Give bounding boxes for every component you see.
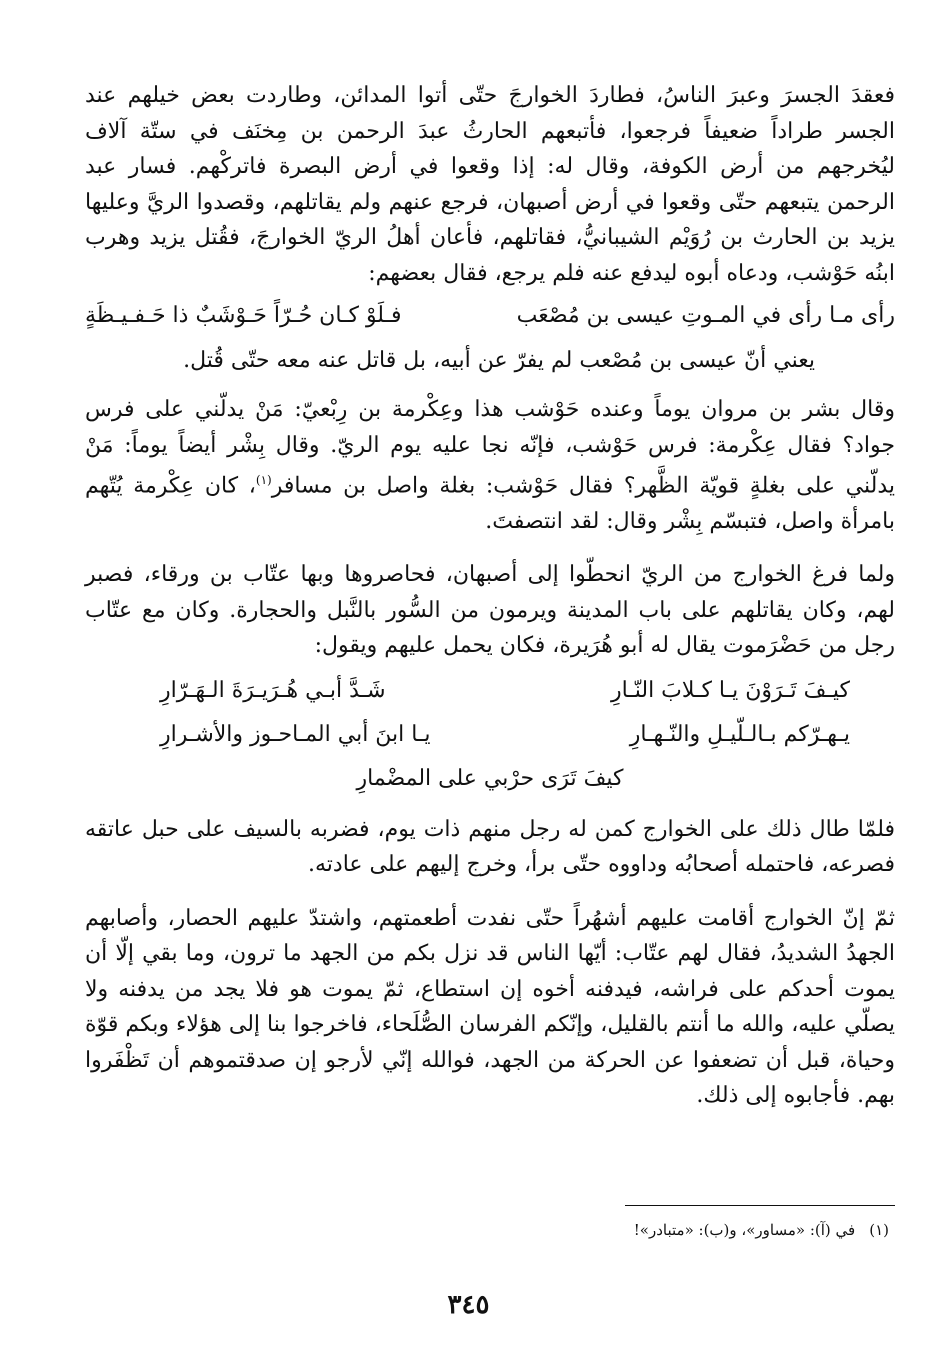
verse-1-explanation: يعني أنّ عيسى بن مُصْعب لم يفرّ عن أبيه، بل قاتل عنه معه حتّى قُتل. [183, 348, 815, 373]
footnote-text: في (آ): «مساور»، و(ب): «متبادر»! [633, 1221, 856, 1239]
paragraph-5: ثمّ إنّ الخوارج أقامت عليهم أشهُراً حتّى نفدت أطعمتهم، واشتدّ عليهم الحصار، وأصابهم الجهدُ الشديدُ، فقال لهم عتّاب: أيّها الناس قد نزل بكم من الجهد ما ترون، وما بقي إلّا أن يموت أحدكم على فراشه، فيدفنه أخوه إن استطاع، ثمّ يموت هو فلا يجد من يدفنه ولا يصلّي عليه، والله ما أنتم بالقليل، وإنّكم الفرسان الصُّلَحاء، فاخرجوا بنا إلى هؤلاء وبكم قوّة وحياة، قبل أن تضعفوا عن الحركة من الجهد، فوالله إنّي لأرجو إن صدقتموهم أن تَظْفَروا بهم. فأجابوه إلى ذلك. [85, 905, 895, 1109]
poem-line-1-second-hemistich: شَـدَّ أبـي هُـرَيـرَةَ الـهَـرّارِ [160, 677, 386, 703]
footnote [634, 1219, 889, 1241]
poem-line-3: كيفَ تَرَى حرْبي على المضْمارِ [356, 765, 624, 791]
page-body [85, 78, 895, 1114]
paragraph-1: فعقدَ الجسرَ وعبرَ الناسُ، فطاردَ الخوارجَ حتّى أتوا المدائن، وطاردت بعض خيلهم عند الجسر طراداً ضعيفاً فرجعوا، فأتبعهم الحارثُ عبدَ الرحمن بن مِخنَف في ستّة آلاف ليُخرجهم من أرض الكوفة، وقال له: إذا وقعوا في أرض البصرة فاتركْهم. فسار عبد الرحمن يتبعهم حتّى وقعوا في أرض أصبهان، فرجع عنهم ولم يقاتلهم، وقصدوا الريَّ وعليها يزيد بن الحارث بن رُوَيْم الشيبانيُّ، فقاتلهم، فأعان أهلُ الريّ الخوارجَ، فقُتل يزيد وهرب ابنُه حَوْشب، ودعاه أبوه ليدفع عنه فلم يرجع، فقال بعضهم: [85, 83, 895, 286]
poem-line-2-second-hemistich: يـا ابنَ أبي المـاحـوز والأشـرارِ [160, 721, 431, 747]
paragraph-2 [85, 392, 895, 539]
poem-block [85, 672, 895, 798]
paragraph-4: فلمّا طال ذلك على الخوارج كمن له رجل منهم ذات يوم، فضربه بالسيف على حبل عاتقه فصرعه، فاحتمله أصحابُه وداووه حتّى برأ، وخرج إليهم على عادته. [85, 816, 895, 878]
footnote-number: (١) [869, 1221, 889, 1239]
paragraph-2-rest: ، كان عِكْرمة يُتّهم بامرأة واصل، فتبسّم بِشْر وقال: لقد انتصفتَ. [85, 473, 895, 534]
footnote-separator [625, 1205, 895, 1206]
paragraph-3: ولما فرغ الخوارج من الريّ انحطّوا إلى أصبهان، فحاصروها وبها عتّاب بن ورقاء، فصبر لهم، وكان يقاتلهم على باب المدينة ويرمون من السُّور بالنَّبل والحجارة. وكان مع عتّاب رجل من حَضْرَموت يقال له أبو هُرَيرة، فكان يحمل عليهم ويقول: [85, 562, 895, 659]
page-number: ٣٤٥ [447, 1290, 490, 1320]
footnote-reference: (١) [255, 473, 272, 487]
poem-line-2 [85, 716, 895, 754]
verse-1 [85, 297, 895, 335]
paragraph-2-text: وقال بشر بن مروان يوماً وعنده حَوْشب هذا وعِكْرمة بن رِبْعيّ: مَنْ يدلّني على فرس جواد؟ فقال عِكْرمة: فرس حَوْشب، فإنّه نجا عليه يوم الريّ. وقال بِشْر أيضاً يوماً: مَنْ يدلّني على بغلةٍ قويّة الظَّهر؟ فقال حَوْشب: بغلة واصل بن مسافر [85, 397, 895, 499]
poem-line-2-first-hemistich: يـهـرّكم بـالـلّيـلِ والنّـهـارِ [629, 721, 850, 747]
verse-1-second-hemistich: فـلَوْ كـان حُـرّاً حَـوْشَبٌ ذا حَـفـيـظَةٍ [85, 303, 402, 328]
poem-line-1-first-hemistich: كيـفَ تَـرَوْنَ يـا كـلابَ النّـارِ [610, 677, 850, 703]
verse-1-first-hemistich: رأى مـا رأى في المـوتِ عيسى بن مُصْعَب [516, 303, 895, 328]
poem-line-1 [85, 672, 895, 710]
